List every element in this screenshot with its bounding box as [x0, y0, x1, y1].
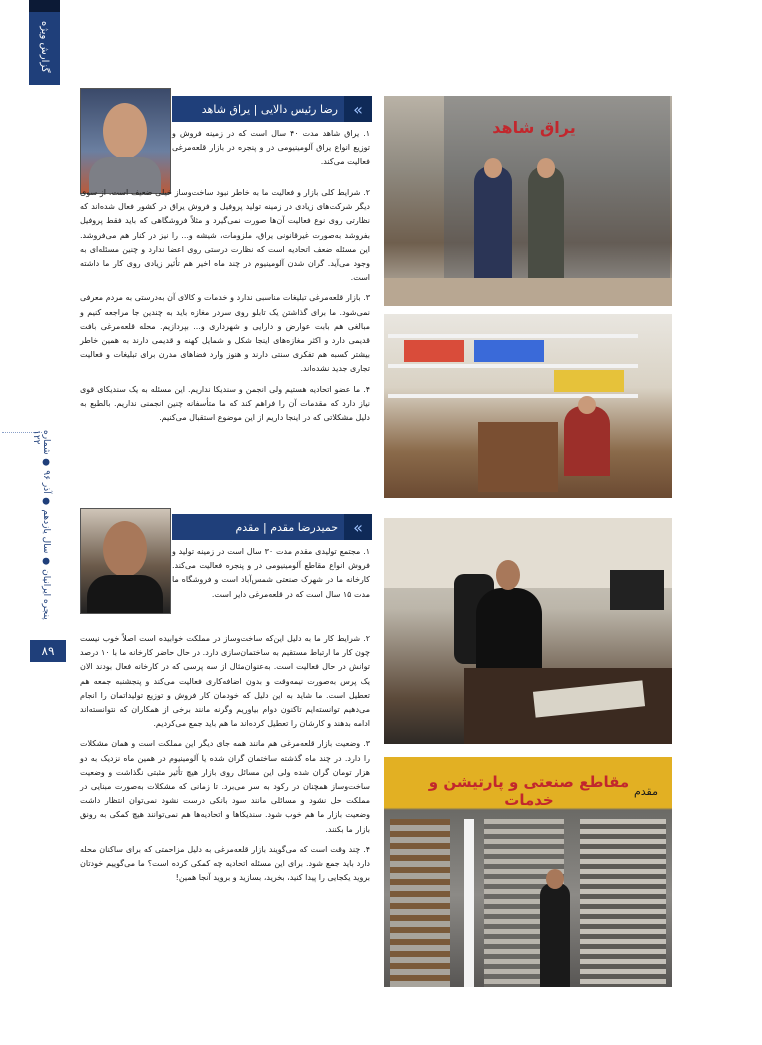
page-number: ۸۹ — [30, 640, 66, 662]
interview1-header-text: رضا رئیس دالایی | یراق شاهد — [201, 102, 338, 116]
interview1-body — [80, 186, 370, 431]
interview1-paragraph-2: ۲. شرایط کلی بازار و فعالیت ما به خاطر نبود ساخت‌وساز خیلی ضعیف است. از سوی دیگر شرکت‌های زیادی در زمینه تولید پروفیل و فروش یراق در کشور فعال شده‌اند که نظارتی روی نوع فعالیت آن‌ها صورت نمی‌گیرد و مثلاً فروشگاهی که باید فقط پروفیل بفروشد به‌صورت غیرقانونی یراق، ملزومات، شیشه و... را نیز در کنار هم می‌فروشد. این مسئله ضعف اتحادیه است که نظارت درستی روی اعضا ندارد و چنین مسئله‌ای به وجود می‌آید. گران شدن آلومینیوم در چند ماه اخیر هم تأثیر زیادی روی کار ما داشته است. — [80, 188, 370, 283]
product-boxes — [554, 370, 624, 392]
person-right — [528, 166, 564, 296]
seated-man-face — [578, 396, 596, 414]
product-boxes — [474, 340, 544, 362]
product-boxes — [404, 340, 464, 362]
portrait-hamidreza-moghaddam — [80, 508, 171, 614]
interview2-paragraph-4: ۴. چند وقت است که می‌گویند بازار قلعه‌مرغی به دلیل مزاحمتی که برای ساکنان محله دارد باید جمع شود. برای این مسئله اتحادیه چه کمکی کرده است؟ ما می‌گوییم خودتان بروید یکجایی را پیدا کنید، بخرید، بسازید و بروید آنجا همین! — [80, 844, 370, 883]
standing-man-face — [546, 869, 564, 889]
photo-office — [384, 518, 672, 744]
printer — [610, 570, 664, 610]
interview2-paragraph-2: ۲. شرایط کار ما به دلیل این‌که ساخت‌وساز در مملکت خوابیده است اصلاً خوب نیست چون کار ما ارتباط مستقیم به ساختمان‌سازی دارد. در حال حاضر کارخانه ما با ۱۰ درصد توانش در حال فعالیت است. به‌عنوان‌مثال از سه پرسی که در کارخانه فعال بودند الان یک پرس به‌صورت نیمه‌وقت و بدون اضافه‌کاری فعالیت می‌کند و پنجشنبه جمعه هم تعطیل است. ما شاید به این دلیل که خودمان کار فروش و توزیع تولیداتمان را انجام می‌دهیم توانسته‌ایم تاکنون دوام بیاوریم وگرنه مانند برخی از همکاران که نتوانسته‌اند ادامه بدهند و کارشان را تعطیل کرده‌اند ما هم باید جمع می‌کردیم. — [80, 634, 370, 729]
shelf — [388, 394, 638, 398]
interview1-paragraph-3: ۳. بازار قلعه‌مرغی تبلیغات مناسبی ندارد و خدمات و کالای آن به‌درستی به مردم معرفی نمی‌شود. ما برای گذاشتن یک تابلو روی سردر مغازه باید به چندین جا مراجعه کنیم و مبالغی هم بابت عوارض و دارایی و شهرداری و... بپردازیم. محله قلعه‌مرغی بافت قدیمی دارد و اکثر مغازه‌های اینجا شکل و شمایل کهنه و قدیمی دارند به همین خاطر بیشتر کسبه هم تفکری سنتی دارند و هنوز وارد فضاهای مدرن برای تبلیغات و فعالیت تجاری جدید نشده‌اند. — [80, 293, 370, 374]
seated-man — [564, 406, 610, 476]
seated-man — [476, 588, 542, 668]
section-tab-top — [29, 0, 60, 12]
double-chevron-icon: » — [344, 96, 372, 122]
portrait-face — [103, 521, 147, 577]
interview2-body — [80, 632, 370, 891]
magazine-line: پنجره ایرانیان ● سال یازدهم ● آذر ۹۶ ● شماره ۱۲۲ — [31, 430, 51, 620]
profile-rack-left — [390, 819, 450, 987]
sidewalk — [384, 278, 672, 306]
photo-shop-front — [384, 96, 672, 306]
interview1-paragraph-4: ۴. ما عضو اتحادیه هستیم ولی انجمن و سندیکا نداریم. این مسئله به یک سندیکای قوی نیاز دارد که مقدمات آن را فراهم کند که ما متأسفانه چنین انجمنی نداریم. بالطبع به دلیل مشکلاتی که در اینجا داریم از این موضوع استقبال می‌کنیم. — [80, 384, 370, 423]
interview1-body-top — [172, 127, 370, 176]
counter — [478, 422, 558, 492]
profile-rack-right — [580, 819, 666, 987]
interview2-paragraph-3: ۳. وضعیت بازار قلعه‌مرغی هم مانند همه جای دیگر این مملکت است و همان مشکلات را دارد. در چند ماه گذشته ساختمان گران شده یا آلومینیوم در همین ماه نزدیک به دو هزار تومان گران شده ولی این مسائل روی بازار هیچ تأثیر مثبتی نگذاشت و وضعیت ساخت‌وساز همچنان در رکود به سر می‌برد. تا زمانی که مشکلات به‌صورت مبنایی در مملکت حل نشود و مسائلی مانند سود بانکی درست نشود نمی‌توان انتظار داشت وضعیت بازار ما هم خوب شود. سندیکاها و اتحادیه‌ها هم نمی‌توانند هیچ کمکی به رونق بازار ما بکنند. — [80, 739, 370, 834]
interview2-header — [172, 514, 372, 540]
section-tab — [29, 0, 60, 85]
photo-shop-interior — [384, 314, 672, 498]
standing-man — [540, 883, 570, 987]
photo-storefront-moghaddam — [384, 757, 672, 987]
double-chevron-icon: » — [344, 514, 372, 540]
shop-sign: مقاطع صنعتی و پارتیشن و خدمات — [428, 773, 630, 809]
portrait-face — [103, 103, 147, 159]
column — [464, 819, 474, 987]
interview2-paragraph-1: ۱. مجتمع تولیدی مقدم مدت ۳۰ سال است در زمینه تولید و فروش انواع مقاطع آلومینیومی در و پنجره فعالیت می‌کند. کارخانه ما در شهرک صنعتی شمس‌آباد است و فروشگاه ما مدت ۱۵ سال است که در قلعه‌مرغی دایر است. — [172, 547, 370, 599]
shelf — [388, 364, 638, 368]
interview2-header-text: حمیدرضا مقدم | مقدم — [235, 520, 338, 534]
interview1-paragraph-1: ۱. یراق شاهد مدت ۴۰ سال است که در زمینه فروش و توزیع انواع یراق آلومینیومی در و پنجره در بازار قلعه‌مرغی فعالیت می‌کند. — [172, 129, 371, 167]
shop-brand: مقدم — [633, 785, 658, 798]
portrait-shirt — [87, 575, 163, 613]
shelf — [388, 334, 638, 338]
person-left — [474, 166, 512, 296]
shop-sign: یراق شاهد — [492, 118, 576, 137]
person-right-face — [537, 158, 555, 178]
seated-man-face — [496, 560, 520, 590]
section-label: گزارش ویژه — [39, 21, 50, 73]
portrait-reza-raeis — [80, 88, 171, 194]
person-left-face — [484, 158, 502, 178]
interview2-body-top — [172, 545, 370, 608]
interview1-header — [172, 96, 372, 122]
